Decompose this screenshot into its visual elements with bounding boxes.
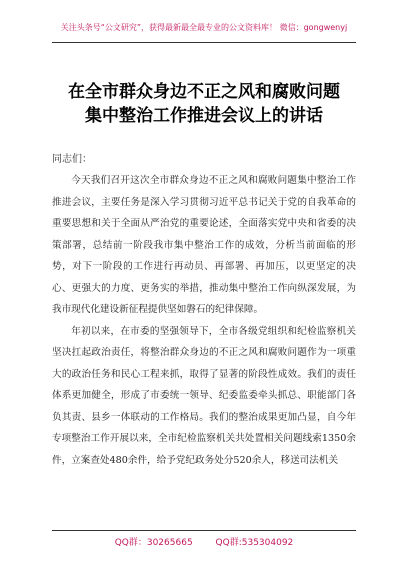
footer-qq-group-2: QQ群:535304092 xyxy=(215,538,294,548)
title-line-2: 集中整治工作推进会议上的讲话 xyxy=(85,106,323,126)
footer xyxy=(0,535,408,548)
title-line-1: 在全市群众身边不正之风和腐败问题 xyxy=(68,82,340,102)
footer-qq-group-1: QQ群：30265665 xyxy=(114,538,193,548)
document-body xyxy=(52,170,356,471)
footer-rule xyxy=(52,530,356,531)
document-title xyxy=(40,80,368,128)
paragraph: 今天我们召开这次全市群众身边不正之风和腐败问题集中整治工作推进会议，主要任务是深入学习贯彻习近平总书记关于党的自我革命的重要思想和关于全面从严治党的重要论述，全面落实党中央和省委的决策部署，总结前一阶段我市集中整治工作的成效，分析当前面临的形势，对下一阶段的工作进行再动员、再部署、再加压，以更坚定的决心、更强大的力度、更务实的举措，推动集中整治工作向纵深发展，为我市现代化建设新征程提供坚如磐石的纪律保障。 xyxy=(52,175,356,315)
header-rule xyxy=(52,42,356,43)
paragraph: 年初以来，在市委的坚强领导下，全市各级党组织和纪检监察机关坚决扛起政治责任，将整治群众身边的不正之风和腐败问题作为一项重大的政治任务和民心工程来抓，取得了显著的阶段性成效。我们的责任体系更加健全，形成了市委统一领导、纪委监委牵头抓总、职能部门各负其责、县乡一体联动的工作格局。我们的整治成果更加凸显，自今年专项整治工作开展以来，全市纪检监察机关共处置相关问题线索1350余件，立案查处480余件，给予党纪政务处分520余人，移送司法机关 xyxy=(52,325,356,466)
salutation: 同志们： xyxy=(52,154,92,165)
header-banner: 关注头条号“公文研究”，获得最新最全最专业的公文资料库！ 微信：gongwenyj xyxy=(60,23,348,32)
